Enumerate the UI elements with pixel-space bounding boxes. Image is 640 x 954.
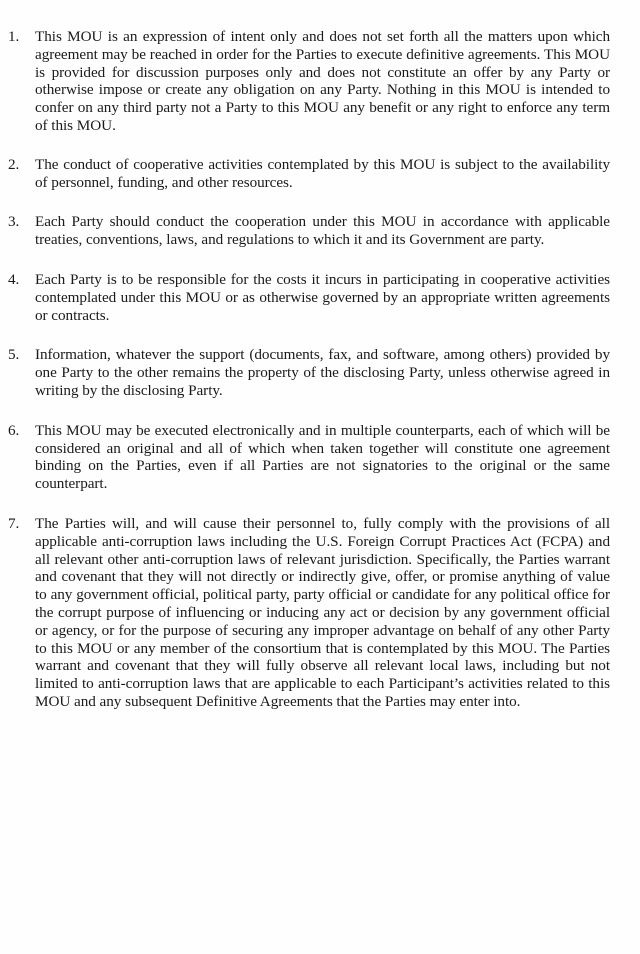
clause-5 — [0, 346, 640, 399]
clause-number: 4. — [8, 270, 20, 288]
clause-1 — [0, 28, 640, 135]
clause-4 — [0, 271, 640, 324]
clause-number: 5. — [8, 346, 20, 364]
clause-text: The Parties will, and will cause their personnel to, fully comply with the provisions of all applicable anti-corruption laws including the U.S. Foreign Corrupt Practices Act (FCPA) and all relevant other anti-corruption laws of relevant jurisdiction. Specifically, the Parties warrant and covenant that they will not directly or indirectly give, offer, or promise anything of value to any government official, political party, party official or candidate for any political office for the corrupt purpose of influencing or inducing any act or decision by any government official or agency, or for the purpose of securing any improper advantage on behalf of any other Party to this MOU or any member of the consortium that is contemplated by this MOU. The Parties warrant and covenant that they will fully observe all relevant local laws, including but not limited to anti-corruption laws that are applicable to each Participant’s activities related to this MOU and any subsequent Definitive Agreements that the Parties may enter into. — [35, 514, 610, 710]
clause-number: 7. — [8, 514, 20, 532]
clause-text: Information, whatever the support (documents, fax, and software, among others) provided by one Party to the other remains the property of the disclosing Party, unless otherwise agreed in writing by the disclosing Party. — [35, 346, 610, 399]
clause-text: This MOU may be executed electronically and in multiple counterparts, each of which will be considered an original and all of which when taken together will constitute one agreement binding on the Parties, even if all Parties are not signatories to the original or the same counterpart. — [35, 421, 610, 493]
clause-text: Each Party should conduct the cooperation under this MOU in accordance with applicable treaties, conventions, laws, and regulations to which it and its Government are party. — [35, 213, 610, 249]
clause-text: Each Party is to be responsible for the costs it incurs in participating in cooperative activities contemplated under this MOU or as otherwise governed by an appropriate written agreements or contracts. — [35, 270, 610, 324]
clause-3 — [0, 213, 640, 249]
clause-number: 2. — [8, 155, 20, 173]
clause-7 — [0, 515, 640, 711]
clause-2 — [0, 156, 640, 192]
clause-list — [0, 28, 640, 711]
clause-text: The conduct of cooperative activities contemplated by this MOU is subject to the availability of personnel, funding, and other resources. — [35, 155, 610, 191]
clause-6 — [0, 422, 640, 493]
clause-number: 3. — [8, 213, 20, 231]
clause-number: 6. — [8, 421, 20, 439]
clause-number: 1. — [8, 28, 20, 45]
clause-text: This MOU is an expression of intent only and does not set forth all the matters upon which agreement may be reached in order for the Parties to execute definitive agreements. This MOU is provided for discussion purposes only and does not constitute an offer by any Party or otherwise impose or create any obligation on any Party. Nothing in this MOU is intended to confer on any third party not a Party to this MOU any benefit or any right to enforce any term of this MOU. — [35, 28, 610, 134]
